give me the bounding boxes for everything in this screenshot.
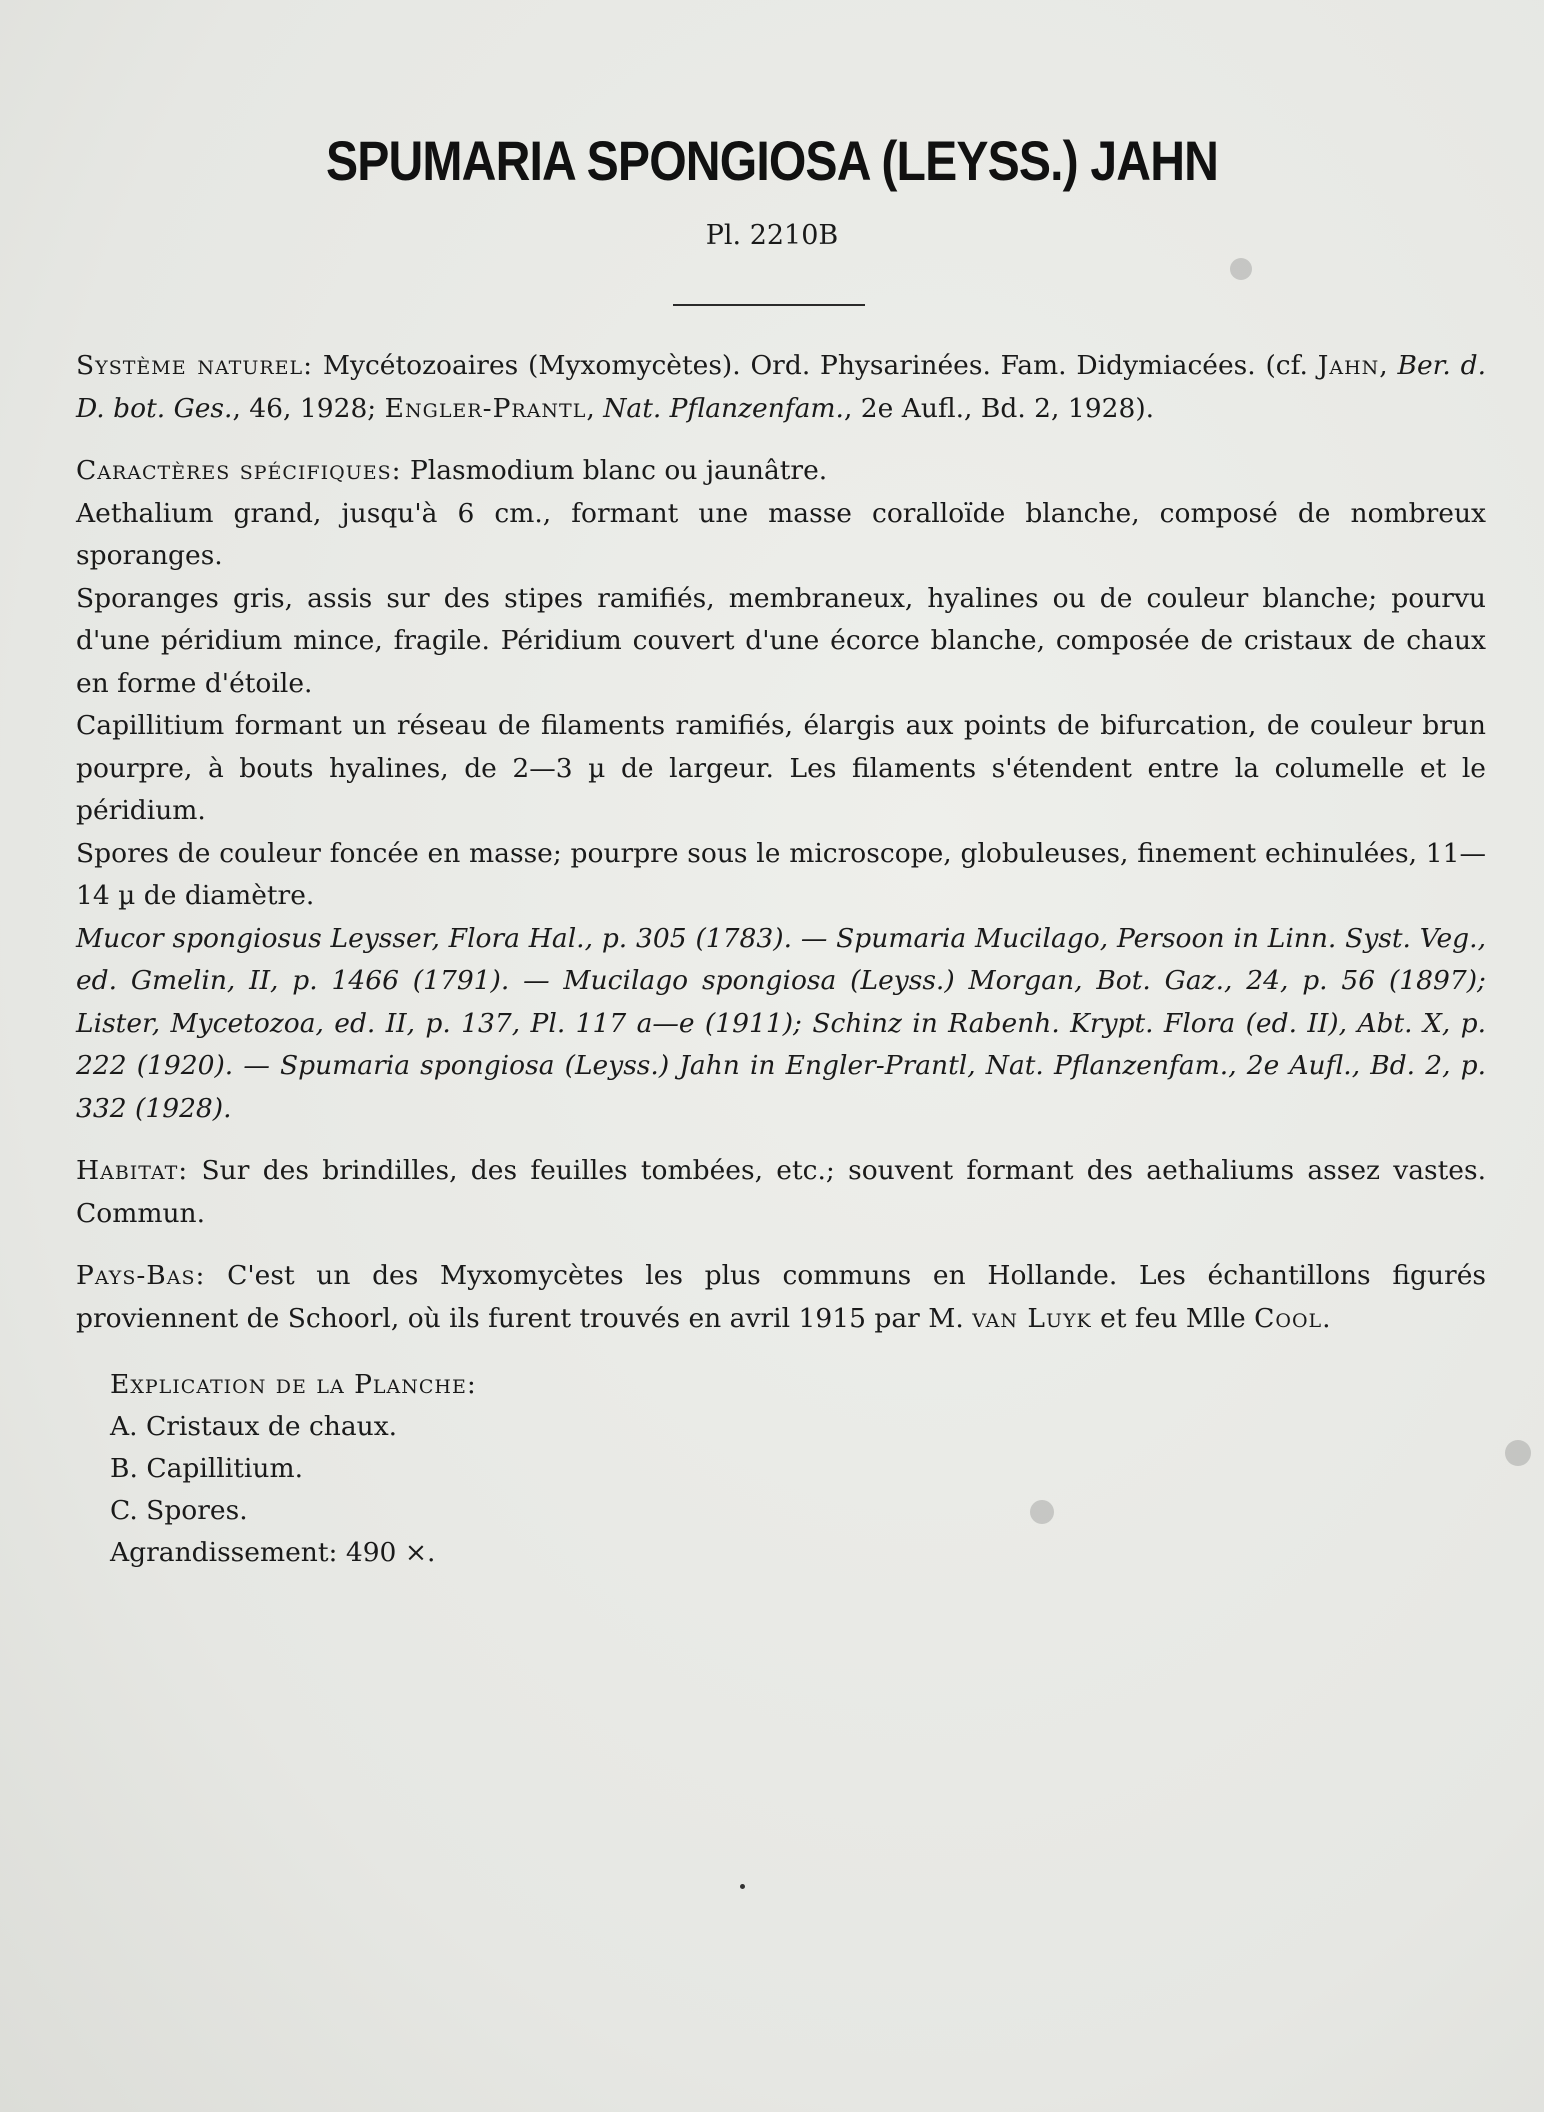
author-jahn: Jahn [1317,350,1380,381]
systeme-sep2: , [586,392,604,424]
explanation-heading: Explication de la Planche: [110,1369,477,1400]
paper-speck [1230,258,1252,280]
plate-explanation [110,1364,477,1574]
caracteres-label: Caractères spécifiques: [76,455,402,486]
habitat-label: Habitat: [76,1155,189,1186]
habitat-paragraph [76,1150,1486,1235]
systeme-naturel-paragraph [76,345,1486,430]
list-item: Agrandissement: 490 ×. [110,1537,436,1568]
aethalium-paragraph: Aethalium grand, jusqu'à 6 cm., formant une masse coralloïde blanche, composé de nombreux sporanges. [76,497,1486,571]
habitat-text: Sur des brindilles, des feuilles tombées, etc.; souvent formant des aethaliums assez vastes. Commun. [76,1155,1486,1229]
journal-nat: Nat. Pflanzenfam. [603,392,844,424]
systeme-sep: , [1379,350,1398,381]
caracteres-text: Plasmodium blanc ou jaunâtre. [401,455,828,486]
systeme-ref: , 46, 1928; [232,392,385,424]
list-item: C. Spores. [110,1495,248,1526]
author-engler-prantl: Engler-Prantl [384,392,587,424]
pays-bas-end: . [1322,1302,1331,1334]
systeme-text: Mycétozoaires (Myxomycètes). Ord. Physarinées. Fam. Didymiacées. (cf. [313,350,1318,381]
systeme-label: Système naturel: [76,350,314,381]
spores-paragraph: Spores de couleur foncée en masse; pourpre sous le microscope, globuleuses, finement echinulées, 11—14 µ de diamètre. [76,837,1486,911]
collector-cool: Cool [1254,1302,1323,1334]
collector-van-luyk: van Luyk [972,1302,1092,1334]
paper-speck [1030,1500,1054,1524]
description-body [76,345,1486,1340]
synonymy-paragraph: Mucor spongiosus Leysser, Flora Hal., p. 305 (1783). — Spumaria Mucilago, Persoon in Linn. Syst. Veg., ed. Gmelin, II, p. 1466 (1791). — Mucilago spongiosa (Leyss.) Morgan, Bot. Gaz., 24, p. 56 (1897); Lister, Mycetozoa, ed. II, p. 137, Pl. 117 a—e (1911); Schinz in Rabenh. Krypt. Flora (ed. II), Abt. X, p. 222 (1920). — Spumaria spongiosa (Leyss.) Jahn in Engler-Prantl, Nat. Pflanzenfam., 2e Aufl., Bd. 2, p. 332 (1928). [76,922,1486,1124]
page-title: SPUMARIA SPONGIOSA (LEYSS.) JAHN [325,129,1219,192]
list-item: B. Capillitium. [110,1453,304,1484]
pays-bas-label: Pays-Bas: [76,1260,206,1291]
page-mark [740,1884,745,1889]
caracteres-paragraph [76,450,1486,493]
paper-speck [1505,1440,1531,1466]
systeme-end: , 2e Aufl., Bd. 2, 1928). [843,392,1155,424]
journal-ber: Ber. d. D. bot. Ges. [76,350,1486,424]
pays-bas-text2: et feu Mlle [1091,1302,1255,1334]
pays-bas-text: C'est un des Myxomycètes les plus communs en Hollande. Les échantillons figurés proviennent de Schoorl, où ils furent trouvés en avril 1915 par M. [76,1260,1486,1334]
sporanges-paragraph: Sporanges gris, assis sur des stipes ramifiés, membraneux, hyalines ou de couleur blanche; pourvu d'une péridium mince, fragile. Péridium couvert d'une écorce blanche, composée de cristaux de chaux en forme d'étoile. [76,582,1486,699]
title-divider [673,304,865,306]
plate-number: Pl. 2210B [705,220,839,251]
capillitium-paragraph: Capillitium formant un réseau de filaments ramifiés, élargis aux points de bifurcation, de couleur brun pourpre, à bouts hyalines, de 2—3 µ de largeur. Les filaments s'étendent entre la columelle et le péridium. [76,710,1486,826]
pays-bas-paragraph [76,1255,1486,1340]
explanation-list [110,1406,477,1574]
list-item: A. Cristaux de chaux. [110,1411,398,1442]
